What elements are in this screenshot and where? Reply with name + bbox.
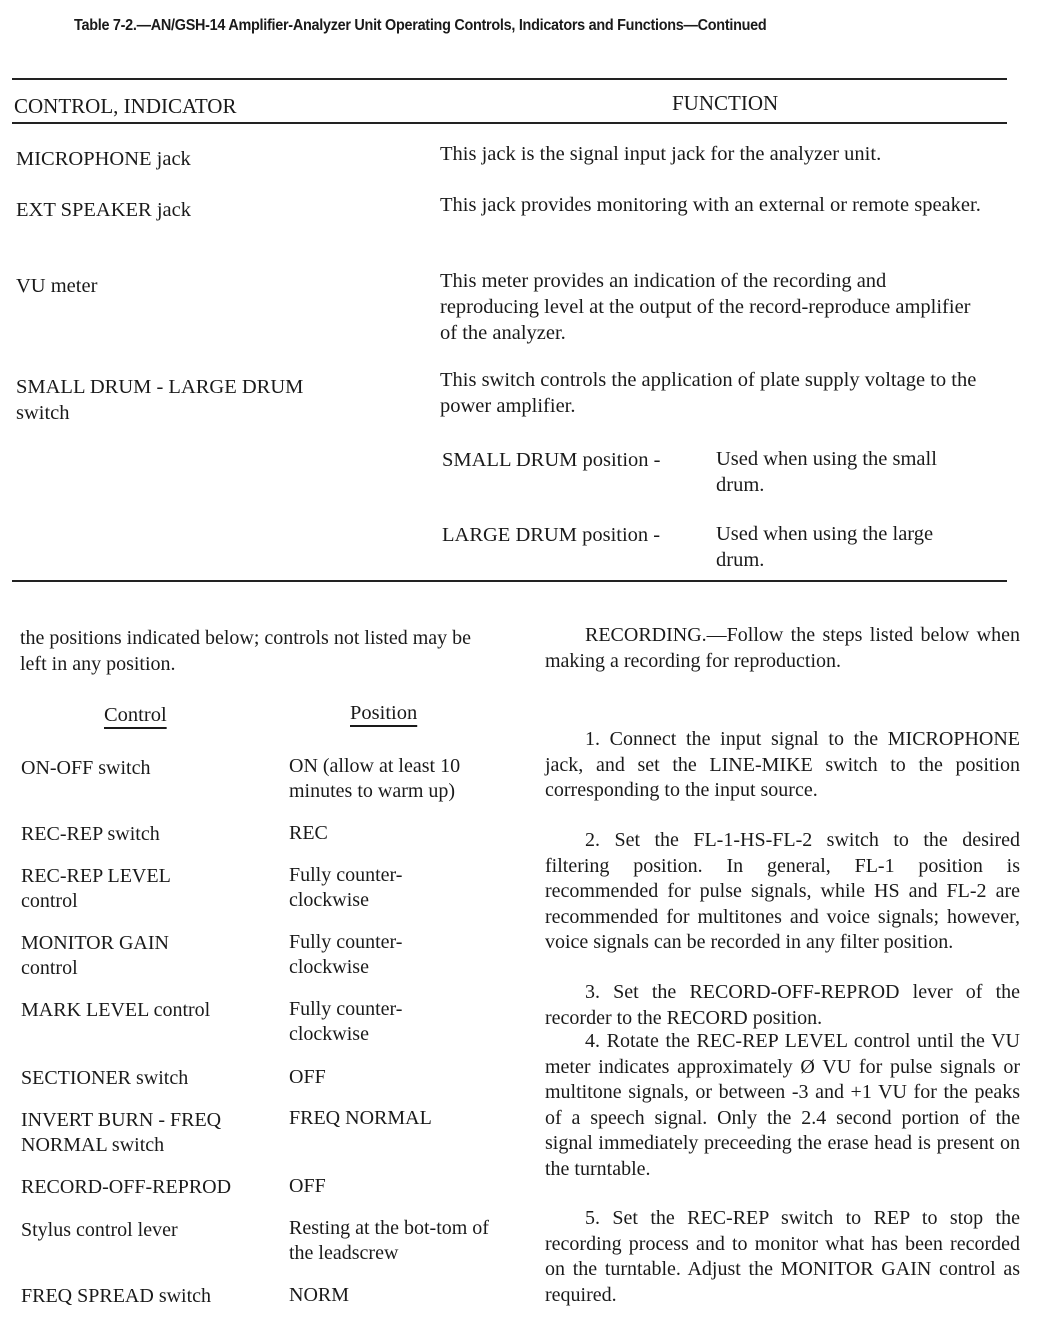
large-drum-position-use: Used when using the large drum. xyxy=(716,523,934,571)
table-row-control: EXT SPEAKER jack xyxy=(16,199,192,221)
setting-position: OFF xyxy=(289,1066,326,1088)
recording-step: 5. Set the REC-REP switch to REP to stop the recording process and to monitor what has been recorded on the turntable. Adjust the MONITOR GAIN control as required. xyxy=(545,1207,1020,1306)
setting-control: SECTIONER switch xyxy=(21,1067,189,1089)
setting-position: REC xyxy=(289,822,328,844)
table-header-rule xyxy=(12,122,1007,124)
recording-step: 1. Connect the input signal to the MICROPHONE jack, and set the LINE-MIKE switch to the position corresponding to the input source. xyxy=(545,728,1020,802)
setting-position: ON (allow at least 10 minutes to warm up) xyxy=(289,755,461,802)
small-drum-position-use: Used when using the small drum. xyxy=(716,448,937,496)
position-column-header: Position xyxy=(350,702,418,724)
setting-position: Resting at the bot-tom of the leadscrew xyxy=(289,1217,489,1264)
table-title: Table 7-2.—AN/GSH-14 Amplifier-Analyzer Unit Operating Controls, Indicators and Functions—Continued xyxy=(74,17,767,34)
setting-control: MARK LEVEL control xyxy=(21,999,211,1021)
table-top-rule xyxy=(12,78,1007,80)
recording-step: 4. Rotate the REC-REP LEVEL control until the VU meter indicates approximately Ø VU for pulse signals or multitone signals, or between -3 and +1 VU for the peaks of a speech signal. Only the 2.4 second portion of the signal immediately preceeding the erase head is present on the turntable. xyxy=(545,1030,1020,1180)
setting-position: Fully counter-clockwise xyxy=(289,931,403,978)
table-row-function: This jack is the signal input jack for the analyzer unit. xyxy=(440,143,882,165)
setting-position: NORM xyxy=(289,1284,350,1306)
table-row-control: MICROPHONE jack xyxy=(16,148,191,170)
setting-control: REC-REP LEVEL control xyxy=(21,865,171,912)
header-function: FUNCTION xyxy=(672,91,779,115)
table-row-control: VU meter xyxy=(16,275,98,297)
table-bottom-rule xyxy=(12,580,1007,582)
setting-control: Stylus control lever xyxy=(21,1219,178,1241)
recording-step: 2. Set the FL-1-HS-FL-2 switch to the desired filtering position. In general, FL-1 position is recommended for pulse signals, while HS and FL-2 are recommended for multitones and voice signals; however, voice signals can be recorded in any filter position. xyxy=(545,829,1020,954)
setting-control: ON-OFF switch xyxy=(21,757,151,779)
setting-position: Fully counter-clockwise xyxy=(289,864,403,911)
table-row-function: This jack provides monitoring with an external or remote speaker. xyxy=(440,194,981,216)
setting-position: OFF xyxy=(289,1175,326,1197)
header-control-indicator: CONTROL, INDICATOR xyxy=(14,94,237,118)
table-row-control: SMALL DRUM - LARGE DRUM switch xyxy=(16,376,304,424)
setting-control: FREQ SPREAD switch xyxy=(21,1285,212,1307)
small-drum-position-label: SMALL DRUM position - xyxy=(442,449,661,471)
setting-control: MONITOR GAIN control xyxy=(21,932,169,979)
large-drum-position-label: LARGE DRUM position - xyxy=(442,524,661,546)
recording-step: 3. Set the RECORD-OFF-REPROD lever of the recorder to the RECORD position. xyxy=(545,981,1020,1029)
control-column-header: Control xyxy=(104,704,167,726)
setting-position: Fully counter-clockwise xyxy=(289,998,403,1045)
setting-control: REC-REP switch xyxy=(21,823,160,845)
setting-control: RECORD-OFF-REPROD xyxy=(21,1176,232,1198)
recording-intro-paragraph: RECORDING.—Follow the steps listed below when making a recording for reproduction. xyxy=(545,624,1020,672)
setting-position: FREQ NORMAL xyxy=(289,1107,432,1129)
left-intro-paragraph: the positions indicated below; controls not listed may be left in any position. xyxy=(20,627,472,675)
setting-control: INVERT BURN - FREQ NORMAL switch xyxy=(21,1109,222,1156)
table-row-function: This switch controls the application of plate supply voltage to the power amplifier. xyxy=(440,369,977,417)
table-row-function: This meter provides an indication of the recording and reproducing level at the output of the record-reproduce amplifier of the analyzer. xyxy=(440,270,971,344)
